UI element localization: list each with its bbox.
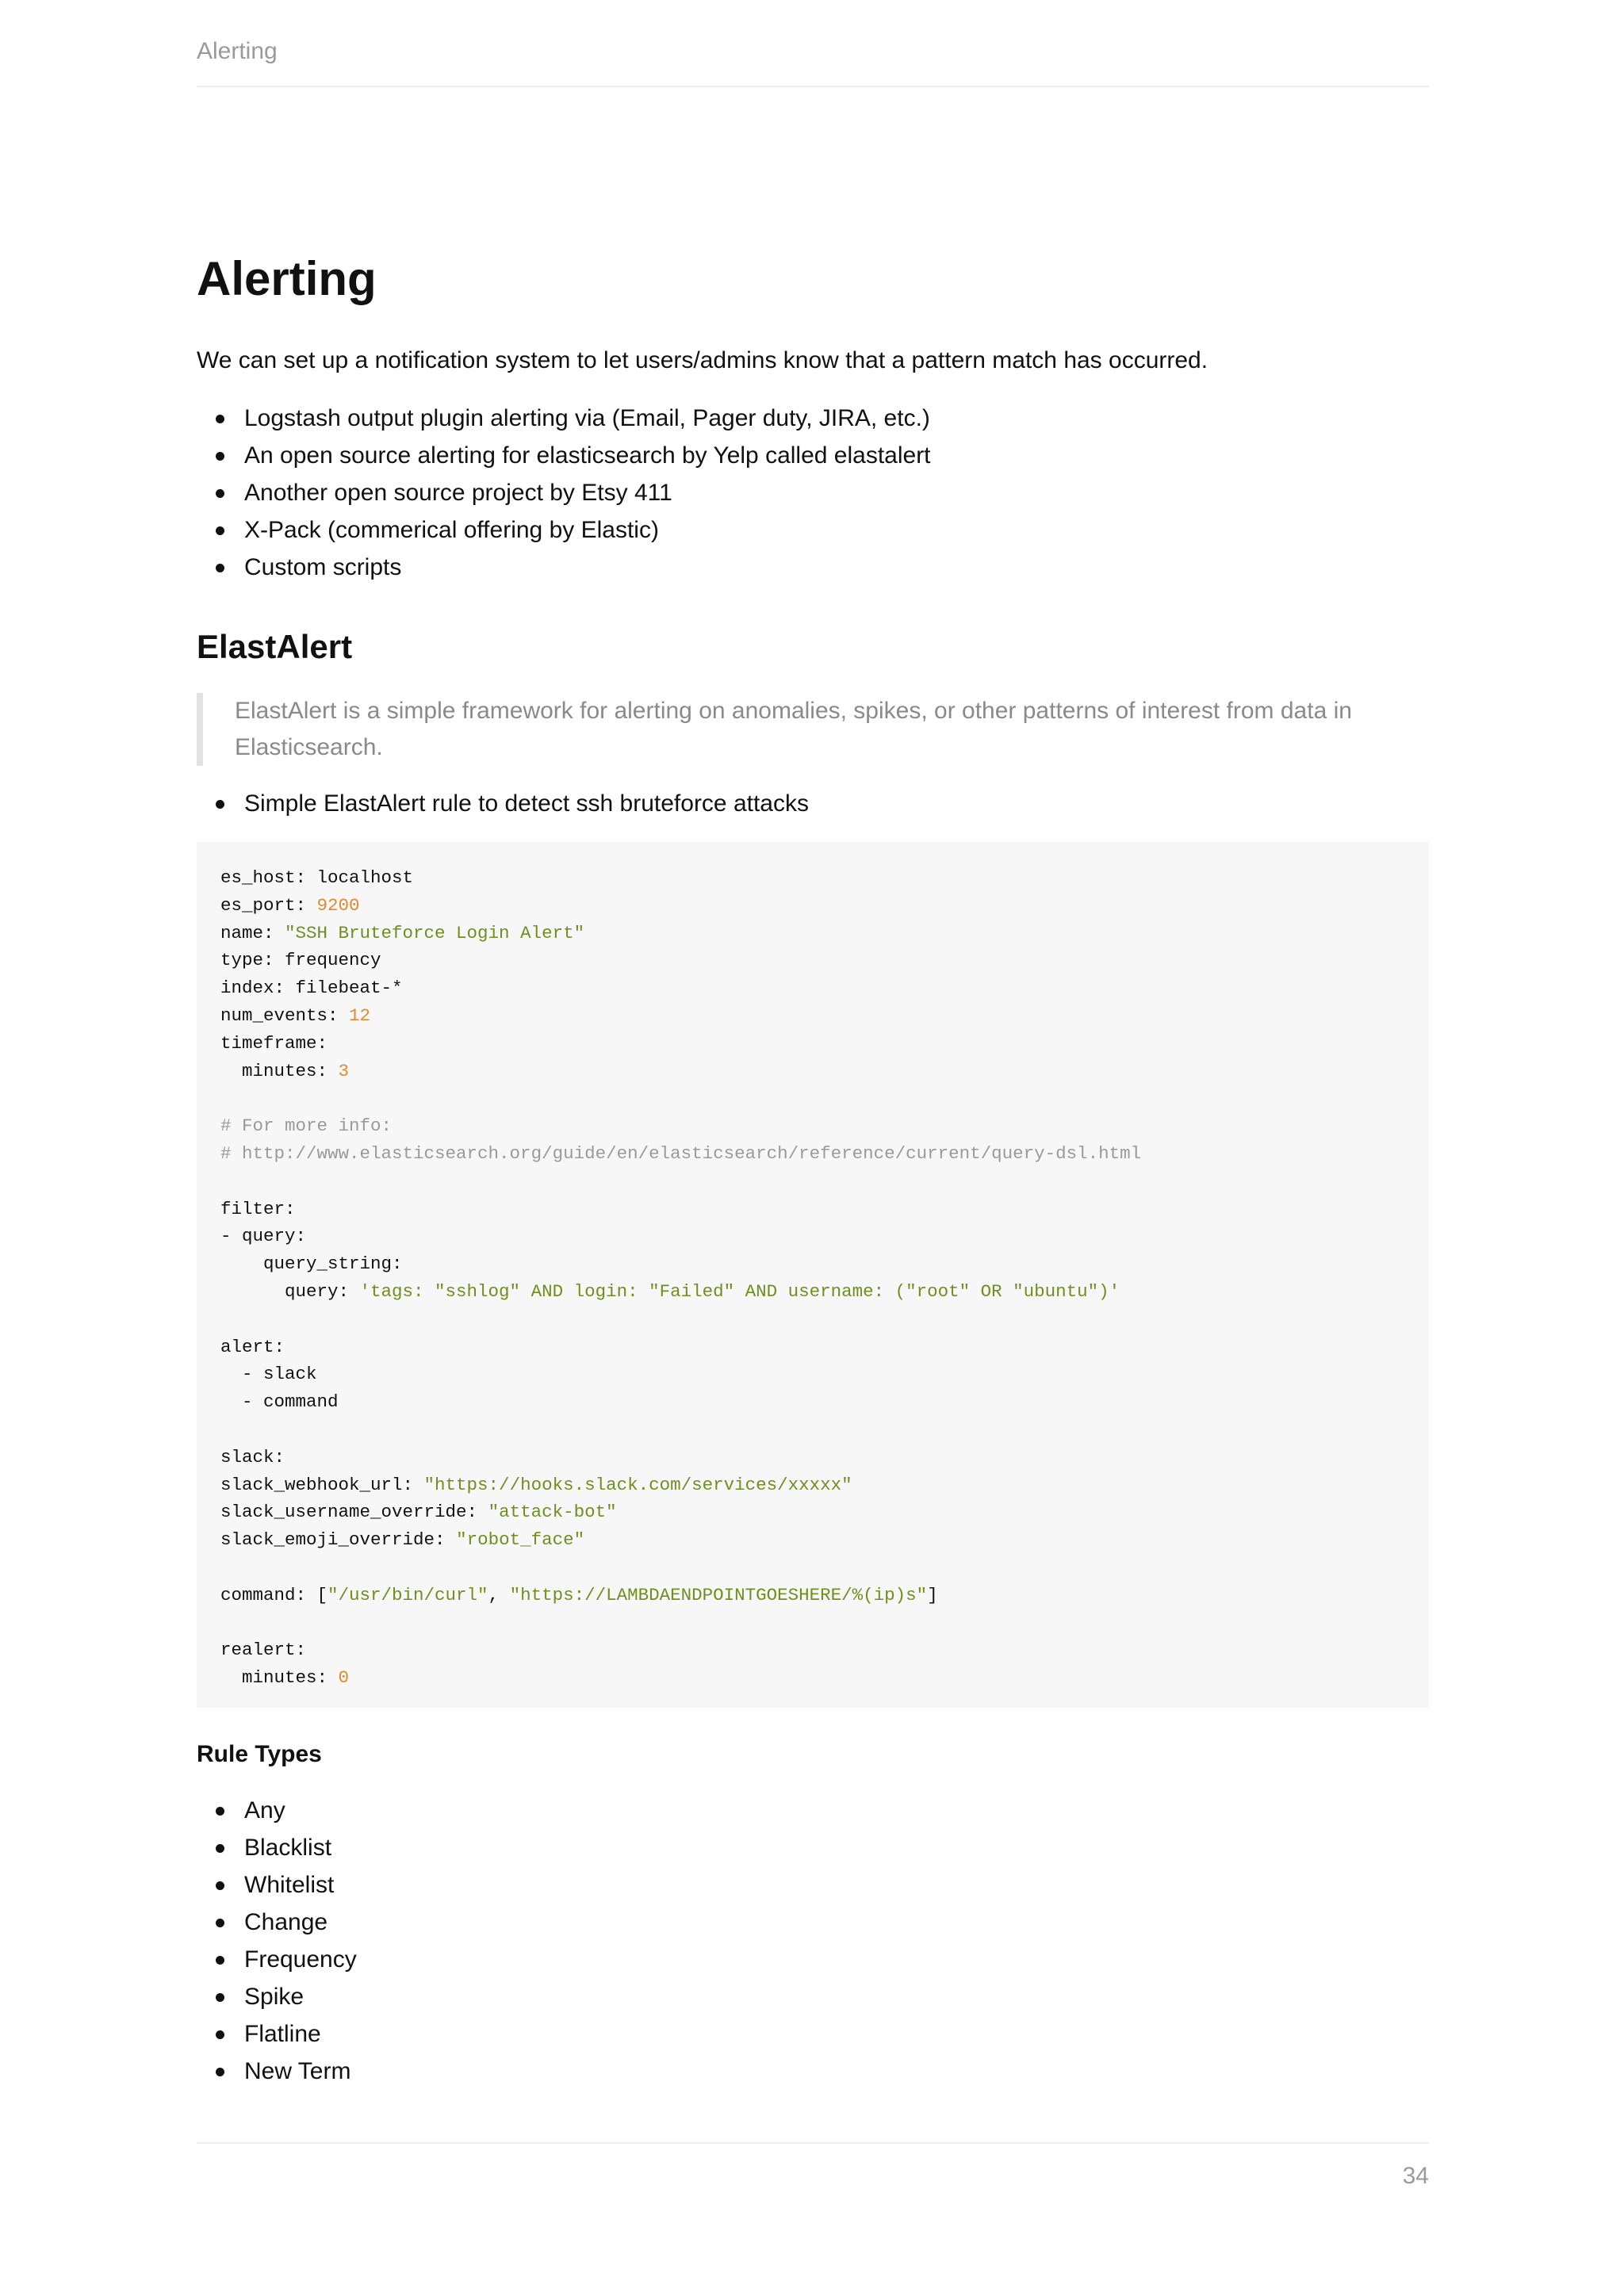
code-token: filter: <box>220 1198 296 1219</box>
code-token: es_host: localhost <box>220 867 414 888</box>
header-divider <box>197 86 1429 87</box>
code-token: index: filebeat-* <box>220 978 403 999</box>
bullet-icon <box>216 452 224 461</box>
code-line <box>220 1334 1405 1361</box>
code-token: 9200 <box>316 894 360 916</box>
page-title: Alerting <box>197 252 377 305</box>
list-item: An open source alerting for elasticsearch by Yelp called elastalert <box>197 437 931 474</box>
code-line <box>220 864 1405 892</box>
code-token: slack: <box>220 1446 285 1468</box>
list-item: Change <box>197 1904 357 1941</box>
list-item: Whitelist <box>197 1866 357 1904</box>
list-item: Blacklist <box>197 1829 357 1866</box>
code-token: command: [ <box>220 1584 328 1605</box>
code-line <box>220 1664 1405 1692</box>
bullet-icon <box>216 1844 224 1853</box>
code-token: - query: <box>220 1226 307 1247</box>
code-token: 3 <box>338 1060 350 1081</box>
code-line <box>220 1636 1405 1664</box>
code-token: - slack <box>220 1364 317 1385</box>
code-token: - command <box>220 1391 339 1413</box>
code-line <box>220 1002 1405 1030</box>
list-item: Spike <box>197 1978 357 2015</box>
bullet-icon <box>216 564 224 572</box>
code-token: 0 <box>338 1667 350 1689</box>
code-token: # For more info: <box>220 1115 393 1137</box>
code-line <box>220 1058 1405 1085</box>
code-token: timeframe: <box>220 1032 328 1054</box>
running-header: Alerting <box>197 38 278 64</box>
document-page <box>197 0 1429 2296</box>
elastalert-list <box>197 785 809 822</box>
bullet-icon <box>216 800 224 809</box>
code-token: # http://www.elasticsearch.org/guide/en/elasticsearch/reference/current/query-dsl.html <box>220 1142 1142 1164</box>
code-line <box>220 1168 1405 1196</box>
list-item: Custom scripts <box>197 549 931 586</box>
blockquote: ElastAlert is a simple framework for alerting on anomalies, spikes, or other patterns of interest from data in Elasticsearch. <box>197 693 1429 766</box>
code-token: "/usr/bin/curl" <box>327 1584 488 1605</box>
bullet-icon <box>216 526 224 535</box>
rule-types-heading: Rule Types <box>197 1741 322 1767</box>
list-item: Frequency <box>197 1941 357 1978</box>
code-token: minutes: <box>220 1667 339 1689</box>
code-token: es_port: <box>220 894 317 916</box>
code-line <box>220 1416 1405 1444</box>
bullet-icon <box>216 2068 224 2076</box>
list-item: Any <box>197 1792 357 1829</box>
code-line <box>220 892 1405 920</box>
code-line <box>220 920 1405 947</box>
code-line <box>220 1609 1405 1637</box>
code-token: "attack-bot" <box>488 1502 617 1523</box>
bullet-icon <box>216 489 224 498</box>
code-token: query_string: <box>220 1253 403 1275</box>
code-line <box>220 947 1405 974</box>
bullet-icon <box>216 1919 224 1927</box>
footer-divider <box>197 2142 1429 2144</box>
code-line <box>220 1388 1405 1416</box>
code-token: "robot_face" <box>456 1529 585 1551</box>
code-token: slack_webhook_url: <box>220 1474 424 1495</box>
code-token: slack_emoji_override: <box>220 1529 457 1551</box>
list-item: X-Pack (commerical offering by Elastic) <box>197 511 931 549</box>
page-number: 34 <box>1402 2163 1429 2189</box>
bullet-icon <box>216 1993 224 2002</box>
list-item: Another open source project by Etsy 411 <box>197 474 931 511</box>
code-line <box>220 1030 1405 1058</box>
code-token: num_events: <box>220 1004 350 1026</box>
code-line <box>220 974 1405 1002</box>
code-line <box>220 1112 1405 1140</box>
code-token: realert: <box>220 1640 307 1661</box>
code-line <box>220 1360 1405 1388</box>
code-line <box>220 1223 1405 1250</box>
code-block <box>197 842 1429 1708</box>
code-line <box>220 1085 1405 1112</box>
section-heading-elastalert: ElastAlert <box>197 628 353 665</box>
rule-types-list <box>197 1792 357 2090</box>
bullet-icon <box>216 1956 224 1965</box>
intro-paragraph: We can set up a notification system to let users/admins know that a pattern match has occurred. <box>197 347 1208 373</box>
code-line <box>220 1582 1405 1609</box>
code-token: "https://hooks.slack.com/services/xxxxx" <box>423 1474 852 1495</box>
list-item: Logstash output plugin alerting via (Email, Pager duty, JIRA, etc.) <box>197 400 931 437</box>
code-token: ] <box>927 1584 938 1605</box>
code-line <box>220 1526 1405 1554</box>
code-token: name: <box>220 922 285 943</box>
list-item: Simple ElastAlert rule to detect ssh bruteforce attacks <box>197 785 809 822</box>
code-token: alert: <box>220 1336 285 1357</box>
code-token: type: frequency <box>220 950 381 971</box>
code-line <box>220 1554 1405 1582</box>
bullet-icon <box>216 1881 224 1890</box>
list-item: Flatline <box>197 2015 357 2053</box>
code-line <box>220 1196 1405 1223</box>
alerting-options-list <box>197 400 931 586</box>
code-line <box>220 1498 1405 1526</box>
code-token: 12 <box>349 1004 371 1026</box>
code-line <box>220 1471 1405 1499</box>
code-line <box>220 1140 1405 1168</box>
code-token: 'tags: "sshlog" AND login: "Failed" AND username: ("root" OR "ubuntu")' <box>359 1280 1120 1302</box>
list-item: New Term <box>197 2053 357 2090</box>
code-token: , <box>488 1584 510 1605</box>
code-line <box>220 1278 1405 1306</box>
code-token: slack_username_override: <box>220 1502 488 1523</box>
code-token: "SSH Bruteforce Login Alert" <box>285 922 585 943</box>
code-token: "https://LAMBDAENDPOINTGOESHERE/%(ip)s" <box>509 1584 928 1605</box>
code-line <box>220 1250 1405 1278</box>
code-token: minutes: <box>220 1060 339 1081</box>
code-token: query: <box>220 1280 360 1302</box>
code-line <box>220 1306 1405 1334</box>
bullet-icon <box>216 415 224 423</box>
bullet-icon <box>216 2030 224 2039</box>
code-line <box>220 1444 1405 1471</box>
bullet-icon <box>216 1807 224 1816</box>
